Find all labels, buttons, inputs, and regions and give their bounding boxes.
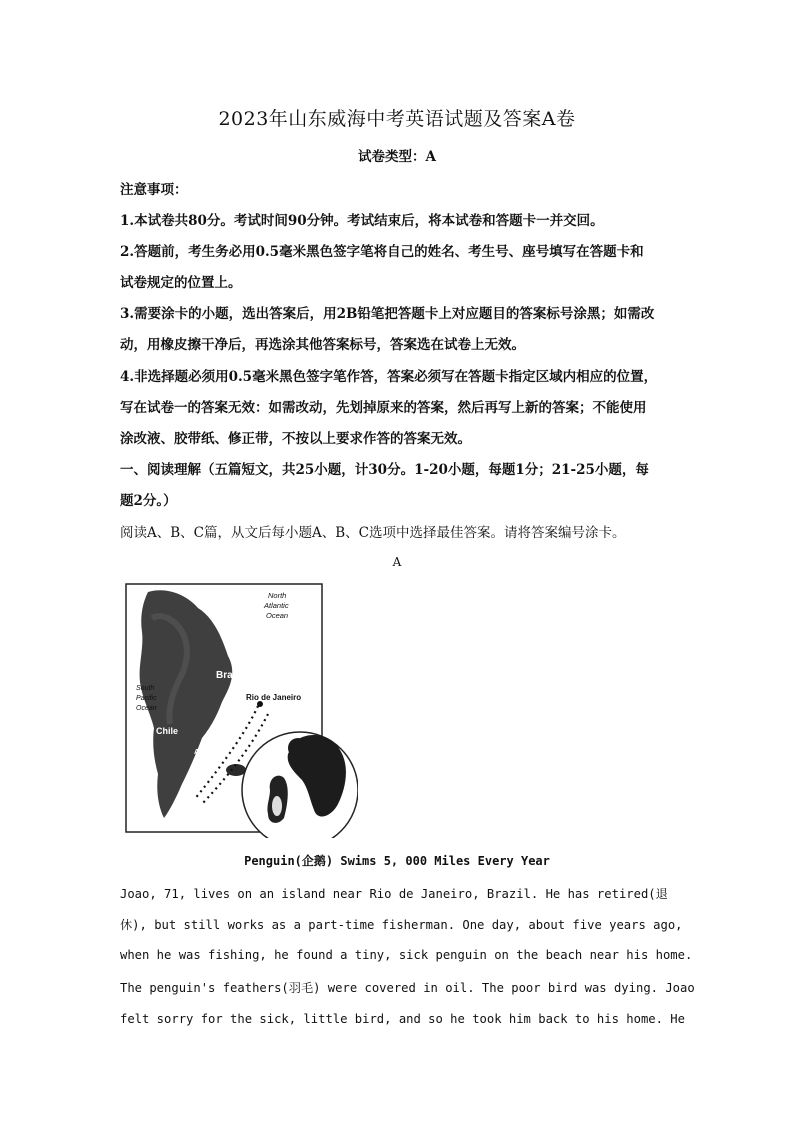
paper-type: 试卷类型：A <box>358 149 436 165</box>
notice-line-7: 写在试卷一的答案无效：如需改动，先划掉原来的答案，然后再写上新的答案；不能使用 <box>120 400 647 416</box>
notice-heading: 注意事项： <box>120 182 188 198</box>
label-chile: Chile <box>156 726 179 736</box>
map-illustration <box>118 578 358 838</box>
passage-line-2: 休), but still works as a part-time fisherman. One day, about five years ago, <box>120 918 683 932</box>
label-ocean-pacific: Ocean <box>136 705 157 712</box>
label-north: North <box>268 591 287 600</box>
passage-line-3: when he was fishing, he found a tiny, sick penguin on the beach near his home. <box>120 948 693 962</box>
notice-line-5: 动，用橡皮擦干净后，再选涂其他答案标号，答案选在试卷上无效。 <box>120 337 525 353</box>
notice-line-2: 2.答题前，考生务必用0.5毫米黑色签字笔将自己的姓名、考生号、座号填写在答题卡和 <box>120 244 644 260</box>
passage-line-5: felt sorry for the sick, little bird, and so he took him back to his home. He <box>120 1012 685 1026</box>
label-rio-de-janeiro: Rio de Janeiro <box>246 693 302 702</box>
label-south: South <box>136 685 155 692</box>
passage-line-4: The penguin's feathers(羽毛) were covered in oil. The poor bird was dying. Joao <box>120 981 695 995</box>
notice-line-1: 1.本试卷共80分。考试时间90分钟。考试结束后，将本试卷和答题卡一并交回。 <box>120 213 604 229</box>
label-argentina: Argentina <box>194 747 230 756</box>
section-heading-line-2: 题2分。） <box>120 493 177 509</box>
notice-line-4: 3.需要涂卡的小题，选出答案后，用2B铅笔把答题卡上对应题目的答案标号涂黑；如需改 <box>120 306 655 322</box>
passage-caption: Penguin(企鹅) Swims 5, 000 Miles Every Year <box>244 854 550 868</box>
notice-line-8: 涂改液、胶带纸、修正带，不按以上要求作答的答案无效。 <box>120 431 471 447</box>
section-heading-line-1: 一、阅读理解（五篇短文，共25小题，计30分。1-20小题，每题1分；21-25小题，每 <box>120 462 649 478</box>
notice-line-6: 4.非选择题必须用0.5毫米黑色签字笔作答，答案必须写在答题卡指定区域内相应的位置， <box>120 369 658 385</box>
passage-label: A <box>392 555 402 569</box>
passage-line-1: Joao, 71, lives on an island near Rio de Janeiro, Brazil. He has retired(退 <box>120 887 668 901</box>
label-ocean-atlantic: Ocean <box>266 611 289 620</box>
south-america-map-figure <box>118 578 358 838</box>
label-pacific: Pacific <box>136 695 157 702</box>
notice-line-3: 试卷规定的位置上。 <box>120 275 242 291</box>
reading-instruction: 阅读A、B、C篇，从文后每小题A、B、C选项中选择最佳答案。请将答案编号涂卡。 <box>120 525 626 541</box>
document-title: 2023年山东威海中考英语试题及答案A卷 <box>218 108 576 130</box>
label-atlantic: Atlantic <box>264 601 289 610</box>
label-brazil: Brazil <box>216 670 244 681</box>
